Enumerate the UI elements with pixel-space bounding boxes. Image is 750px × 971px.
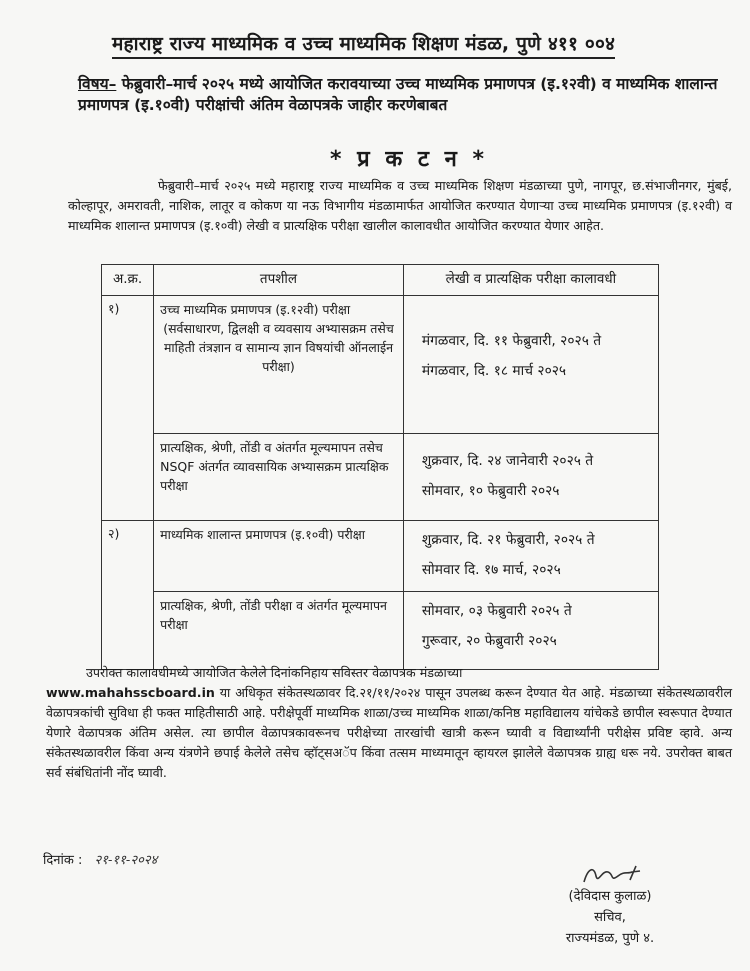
exam-title: प्रात्यक्षिक, श्रेणी, तोंडी परीक्षा व अंतर्गत मूल्यमापन परीक्षा [160,598,387,633]
table-row [102,592,659,670]
row-exam-details [154,296,404,434]
note-body: या अधिकृत संकेतस्थळावर दि.२१/११/२०२४ पासून उपलब्ध करून देण्यात येत आहे. मंडळाच्या संकेतस्थळावरील वेळापत्रकांची सुविधा ही फक्त माहितीसाठी आहे. परीक्षेपूर्वी माध्यमिक शाळा/उच्च माध्यमिक शाळा/कनिष्ठ महाविद्यालय यांचेकडे छापील स्वरूपात देण्यात येणारे वेळापत्रक अंतिम असेल. त्या छापील वेळापत्रकावरूनच परीक्षेच्या तारखांची खात्री करून घ्यावी व विद्यार्थ्यांनी परीक्षेस प्रविष्ट व्हावे. अन्य संकेतस्थळावरील किंवा अन्य यंत्रणेने छपाई केलेले तसेच व्हॉट्सअॅप किंवा तत्सम माध्यमातून व्हायरल झालेले वेळापत्रक ग्राह्य धरू नये. उपरोक्त बाबत सर्व संबंधितांनी नोंद घ्यावी. [46,685,732,780]
period-to: मंगळवार, दि. १८ मार्च २०२५ [421,363,567,379]
row-exam-period [403,433,658,521]
subject-block [78,74,738,116]
exam-title: उच्च माध्यमिक प्रमाणपत्र (इ.१२वी) परीक्षा [160,302,351,317]
date-value: २१-११-२०२४ [94,853,158,868]
header-details: तपशील [154,265,404,296]
signatory-name: (देविदास कुलाळ) [568,889,652,904]
table-header-row [102,265,659,296]
intro-paragraph: फेब्रुवारी–मार्च २०२५ मध्ये महाराष्ट्र राज्य माध्यमिक व उच्च माध्यमिक शिक्षण मंडळाच्या पुणे, नागपूर, छ.संभाजीनगर, मुंबई, कोल्हापूर, अमरावती, नाशिक, लातूर व कोकण या नऊ विभागीय मंडळामार्फत आयोजित करण्यात येणाऱ्या उच्च माध्यमिक प्रमाणपत्र (इ.१२वी) व माध्यमिक शालान्त प्रमाणपत्र (इ.१०वी) लेखी व प्रात्यक्षिक परीक्षा खालील कालावधीत आयोजित करण्यात येणार आहेत. [68,178,732,233]
board-name-heading: महाराष्ट्र राज्य माध्यमिक व उच्च माध्यमिक शिक्षण मंडळ, पुणे ४११ ००४ [112,30,615,59]
signoff-block [540,886,680,949]
period-from: सोमवार, ०३ फेब्रुवारी २०२५ ते [421,603,572,620]
exam-title: माध्यमिक शालान्त प्रमाणपत्र (इ.१०वी) परीक्षा [160,527,365,542]
date-line [43,850,157,868]
signatory-office: राज्यमंडळ, पुणे ४. [565,931,655,946]
note-paragraph [46,663,732,783]
period-to: गुरूवार, २० फेब्रुवारी २०२५ [421,633,557,650]
announcement-title: * प्र क ट न * [330,147,489,172]
row-serial: १) [102,296,154,521]
date-label: दिनांक : [43,853,83,868]
row-exam-period [403,592,658,670]
table-row [102,433,659,521]
period-from: शुक्रवार, दि. २४ जानेवारी २०२५ ते [421,452,594,469]
row-exam-details [154,592,404,670]
exam-title: प्रात्यक्षिक, श्रेणी, तोंडी व अंतर्गत मूल्यमापन तसेच NSQF अंतर्गत व्यावसायिक अभ्यासक्रम प्रात्यक्षिक परीक्षा [160,439,389,493]
exam-description: (सर्वसाधारण, द्विलक्षी व व्यवसाय अभ्यासक्रम तसेच माहिती तंत्रज्ञान व सामान्य ज्ञान विषयांची ऑनलाईन परीक्षा) [163,321,394,374]
row-exam-period [403,521,658,592]
signatory-designation: सचिव, [594,910,626,925]
subject-text: फेब्रुवारी–मार्च २०२५ मध्ये आयोजित करावयाच्या उच्च माध्यमिक प्रमाणपत्र (इ.१२वी) व माध्यमिक शालान्त प्रमाणपत्र (इ.१०वी) परीक्षांची अंतिम वेळापत्रके जाहीर करणेबाबत [78,75,718,114]
row-exam-period [403,296,658,434]
row-serial: २) [102,521,154,670]
row-exam-details [154,433,404,521]
website-link[interactable]: www.mahahsscboard.in [46,685,215,700]
row-exam-details [154,521,404,592]
table-row [102,296,659,434]
period-to: सोमवार दि. १७ मार्च, २०२५ [421,562,561,578]
period-from: मंगळवार, दि. ११ फेब्रुवारी, २०२५ ते [421,333,602,349]
header-period: लेखी व प्रात्यक्षिक परीक्षा कालावधी [403,265,658,296]
note-first-line: उपरोक्त कालावधीमध्ये आयोजित केलेले दिनांकनिहाय सविस्तर वेळापत्रक मंडळाच्या [86,665,463,680]
subject-label: विषय– [78,75,117,93]
schedule-table [101,264,659,670]
period-from: शुक्रवार, दि. २१ फेब्रुवारी, २०२५ ते [421,532,595,548]
table-row [102,521,659,592]
period-to: सोमवार, १० फेब्रुवारी २०२५ [421,482,560,499]
header-serial: अ.क्र. [102,265,154,296]
